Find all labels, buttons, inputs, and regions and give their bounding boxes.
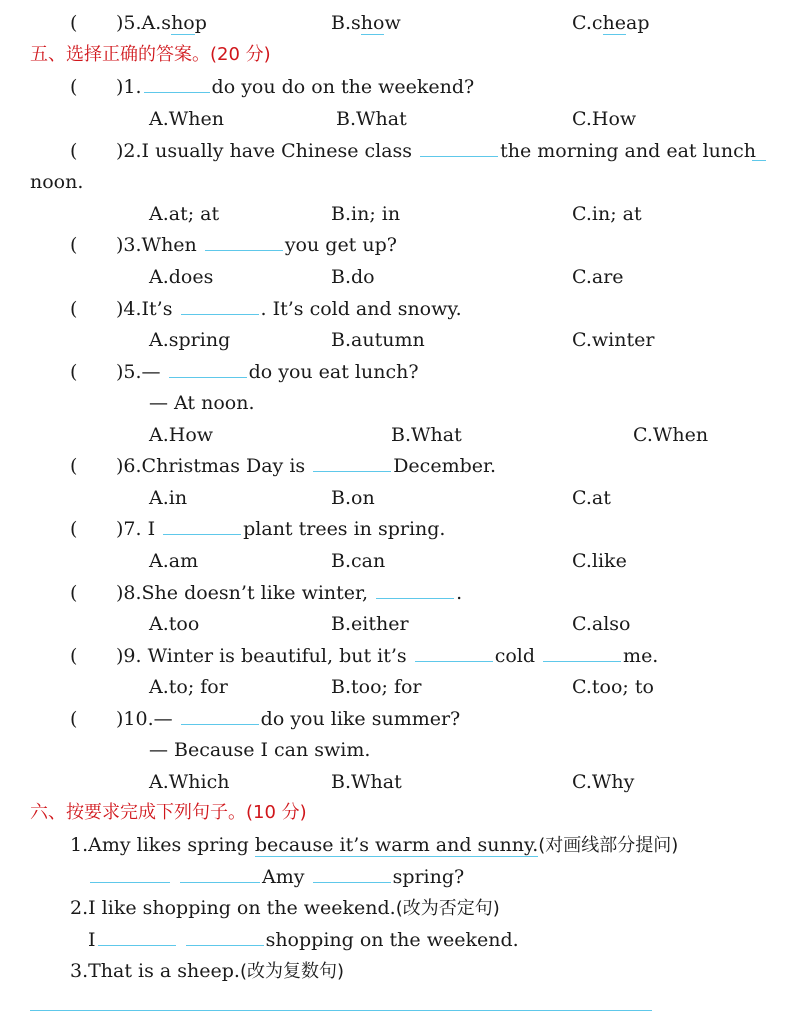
answer-blank[interactable] [313, 881, 391, 883]
question-7: ( )7. I plant trees in spring. [70, 518, 446, 540]
q3-option-c: C.are [572, 266, 624, 288]
answer-blank[interactable] [144, 91, 210, 93]
answer-blank[interactable] [420, 155, 498, 157]
q9-option-c: C.too; to [572, 676, 654, 698]
question-2: ( )2.I usually have Chinese class the morning and eat lunch [70, 140, 756, 162]
section-6-title: 六、按要求完成下列句子。(10 分) [30, 802, 307, 823]
q9-option-a: A.to; for [149, 676, 228, 698]
q7-option-b: B.can [331, 550, 386, 572]
q1-option-a: A.When [149, 108, 225, 130]
answer-blank[interactable] [415, 660, 493, 662]
prev-option-b: B.show [331, 12, 401, 34]
prev-option-c: C.cheap [572, 12, 650, 34]
question-1: ( )1. do you do on the weekend? [70, 76, 475, 98]
q2-option-b: B.in; in [331, 203, 401, 225]
prev-question-5: ( )5.A.shop [70, 12, 207, 34]
rewrite-question-3: 3.That is a sheep.(改为复数句) [70, 960, 344, 982]
answer-blank[interactable] [90, 881, 170, 883]
q5-option-b: B.What [391, 424, 462, 446]
answer-blank[interactable] [181, 313, 259, 315]
answer-blank[interactable] [180, 881, 260, 883]
rewrite-answer-2: I shopping on the weekend. [88, 929, 519, 951]
answer-blank[interactable] [98, 944, 176, 946]
answer-blank[interactable] [163, 533, 241, 535]
q8-option-b: B.either [331, 613, 409, 635]
question-10-reply: — Because I can swim. [149, 739, 371, 761]
answer-blank[interactable] [313, 470, 391, 472]
question-5-reply: — At noon. [149, 392, 255, 414]
rewrite-question-2: 2.I like shopping on the weekend.(改为否定句) [70, 897, 500, 919]
question-3: ( )3.When you get up? [70, 234, 397, 256]
answer-blank[interactable] [376, 597, 454, 599]
q4-option-a: A.spring [149, 329, 231, 351]
q6-option-c: C.at [572, 487, 611, 509]
answer-blank[interactable] [205, 249, 283, 251]
question-9: ( )9. Winter is beautiful, but it’s cold me. [70, 645, 659, 667]
question-4: ( )4.It’s . It’s cold and snowy. [70, 298, 462, 320]
section-5-title: 五、选择正确的答案。(20 分) [30, 44, 271, 65]
q10-option-c: C.Why [572, 771, 635, 793]
question-5: ( )5.— do you eat lunch? [70, 361, 419, 383]
q1-option-c: C.How [572, 108, 637, 130]
q7-option-c: C.like [572, 550, 627, 572]
q5-option-c: C.When [633, 424, 709, 446]
q9-option-b: B.too; for [331, 676, 422, 698]
question-2-continued: noon. [30, 171, 84, 193]
q3-option-b: B.do [331, 266, 375, 288]
q4-option-c: C.winter [572, 329, 655, 351]
q4-option-b: B.autumn [331, 329, 425, 351]
question-10: ( )10.— do you like summer? [70, 708, 461, 730]
q3-option-a: A.does [149, 266, 214, 288]
answer-blank[interactable] [169, 376, 247, 378]
q8-option-a: A.too [149, 613, 200, 635]
q10-option-a: A.Which [149, 771, 230, 793]
rewrite-answer-1: Amy spring? [88, 865, 464, 889]
answer-line[interactable] [30, 1010, 652, 1011]
question-8: ( )8.She doesn’t like winter, . [70, 582, 463, 604]
answer-blank[interactable] [752, 160, 766, 161]
answer-blank[interactable] [543, 660, 621, 662]
rewrite-question-1: 1.Amy likes spring because it’s warm and sunny.(对画线部分提问) [70, 834, 679, 856]
answer-blank[interactable] [186, 944, 264, 946]
question-6: ( )6.Christmas Day is December. [70, 455, 497, 477]
q1-option-b: B.What [336, 108, 407, 130]
q7-option-a: A.am [149, 550, 199, 572]
q8-option-c: C.also [572, 613, 631, 635]
q2-option-c: C.in; at [572, 203, 642, 225]
q2-option-a: A.at; at [149, 203, 220, 225]
q10-option-b: B.What [331, 771, 402, 793]
q6-option-b: B.on [331, 487, 375, 509]
q6-option-a: A.in [149, 487, 188, 509]
answer-blank[interactable] [181, 723, 259, 725]
q5-option-a: A.How [149, 424, 214, 446]
